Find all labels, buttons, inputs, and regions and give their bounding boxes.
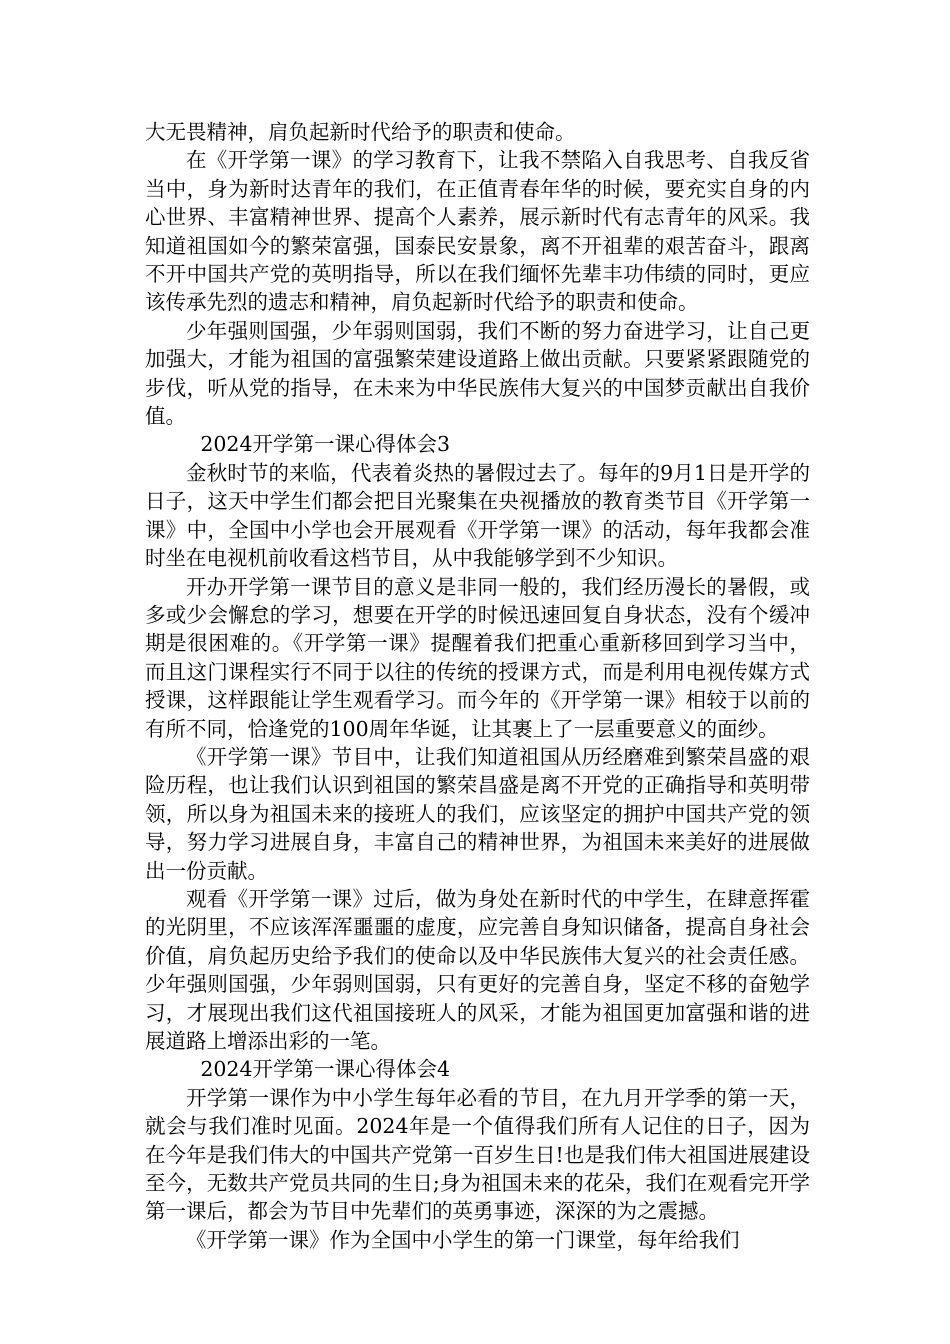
paragraph-6: 《开学第一课》节目中，让我们知道祖国从历经磨难到繁荣昌盛的艰险历程，也让我们认识到祖国的繁荣昌盛是离不开党的正确指导和英明带领，所以身为祖国未来的接班人的我们，应该坚定的拥护中国共产党的领导，努力学习进展自身，丰富自己的精神世界，为祖国未来美好的进展做出一份贡献。 [145, 744, 810, 883]
paragraph-9: 《开学第一课》作为全国中小学生的第一门课堂，每年给我们 [186, 1227, 740, 1252]
paragraph-8: 开学第一课作为中小学生每年必看的节目，在九月开学季的第一天，就会与我们准时见面。2024年是一个值得我们所有人记住的日子，因为在今年是我们伟大的中国共产党第一百岁生日!也是我们伟大祖国进展建设至今，无数共产党员共同的生日;身为祖国未来的花朵，我们在观看完开学第一课后，都会为节目中先辈们的英勇事迹，深深的为之震撼。 [145, 1085, 810, 1224]
paragraph-7: 观看《开学第一课》过后，做为身处在新时代的中学生，在肆意挥霍的光阴里，不应该浑浑噩噩的虚度，应完善自身知识储备，提高自身社会价值，肩负起历史给予我们的使命以及中华民族伟大复兴的社会责任感。少年强则国强，少年弱则国弱，只有更好的完善自身，坚定不移的奋勉学习，才展现出我们这代祖国接班人的风采，才能为祖国更加富强和谐的进展道路上增添出彩的一笔。 [145, 886, 810, 1053]
paragraph-5: 开办开学第一课节目的意义是非同一般的，我们经历漫长的暑假，或多或少会懈怠的学习，想要在开学的时候迅速回复自身状态，没有个缓冲期是很困难的。《开学第一课》提醒着我们把重心重新移回到学习当中，而且这门课程实行不同于以往的传统的授课方式，而是利用电视传媒方式授课，这样跟能让学生观看学习。而今年的《开学第一课》相较于以前的有所不同，恰逢党的100周年华诞，让其裹上了一层重要意义的面纱。 [145, 574, 810, 741]
paragraph-4: 金秋时节的来临，代表着炎热的暑假过去了。每年的9月1日是开学的日子，这天中学生们都会把目光聚集在央视播放的教育类节目《开学第一课》中，全国中小学也会开展观看《开学第一课》的活动，每年我都会准时坐在电视机前收看这档节目，从中我能够学到不少知识。 [145, 460, 810, 571]
paragraph-3: 少年强则国强，少年弱则国弱，我们不断的努力奋进学习，让自己更加强大，才能为祖国的富强繁荣建设道路上做出贡献。只要紧紧跟随党的步伐，听从党的指导，在未来为中华民族伟大复兴的中国梦贡献出自我价值。 [145, 318, 810, 429]
section-heading-4: 2024开学第一课心得体会4 [200, 1057, 451, 1082]
section-heading-3: 2024开学第一课心得体会3 [200, 432, 451, 457]
paragraph-1: 大无畏精神，肩负起新时代给予的职责和使命。 [145, 120, 576, 144]
paragraph-2: 在《开学第一课》的学习教育下，让我不禁陷入自我思考、自我反省当中，身为新时达青年的我们，在正值青春年华的时候，要充实自身的内心世界、丰富精神世界、提高个人素养，展示新时代有志青年的风采。我知道祖国如今的繁荣富强，国泰民安景象，离不开祖辈的艰苦奋斗，跟离不开中国共产党的英明指导，所以在我们缅怀先辈丰功伟绩的同时，更应该传承先烈的遗志和精神，肩负起新时代给予的职责和使命。 [145, 148, 810, 315]
document-page [145, 118, 810, 1254]
